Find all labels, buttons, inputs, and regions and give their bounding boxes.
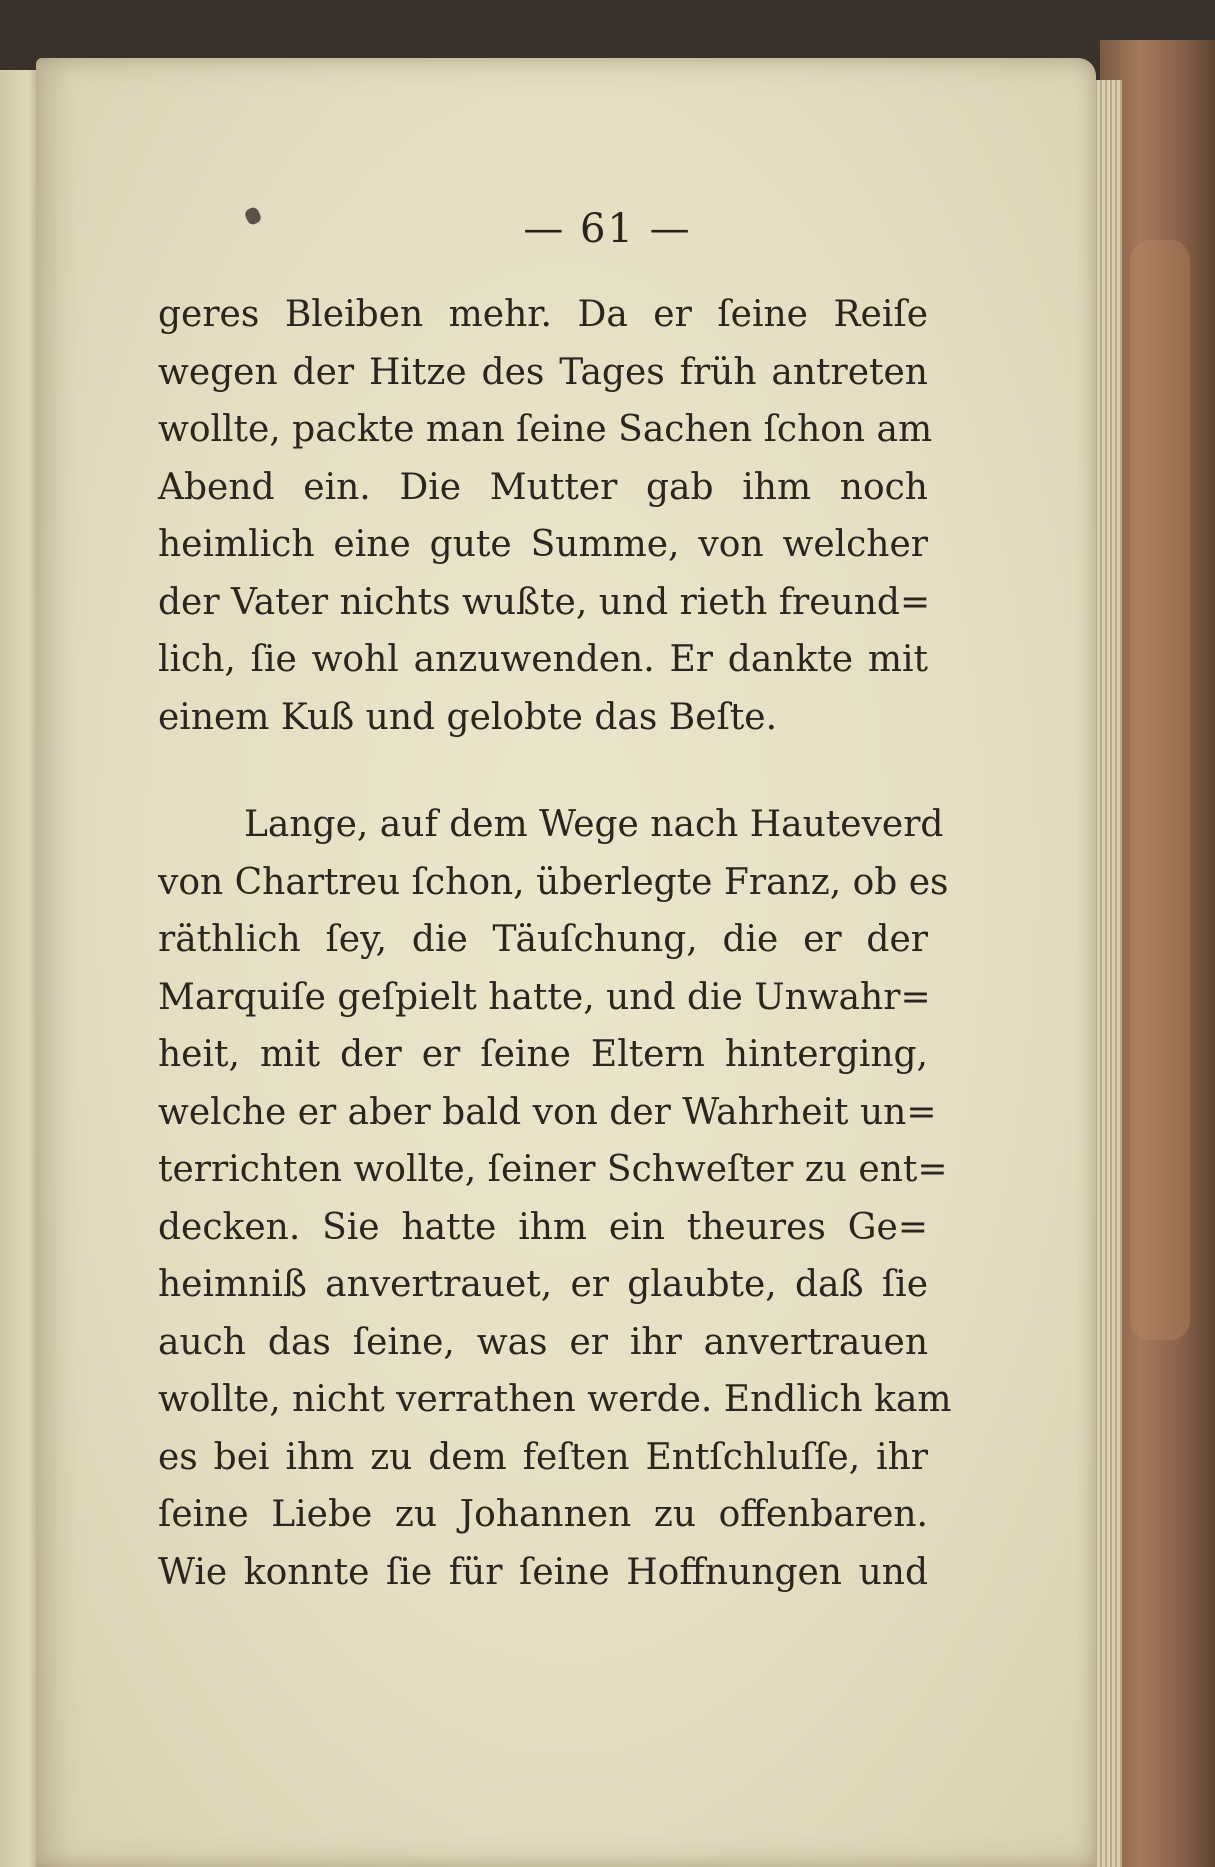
text-line: welche er aber bald von der Wahrheit un= (158, 1091, 937, 1133)
text-line: lich, ſie wohl anzuwenden. Er dankte mit (158, 639, 928, 680)
text-line: wegen der Hitze des Tages früh antreten (158, 351, 928, 393)
text-line: Abend ein. Die Mutter gab ihm noch (158, 466, 928, 508)
paragraph-2 (158, 796, 952, 1601)
text-line: räthlich ſey, die Täuſchung, die er der (158, 919, 928, 960)
text-line: Wie konnte ſie für ſeine Hoffnungen und (158, 1551, 928, 1593)
text-line: Marquiſe geſpielt hatte, und die Unwahr= (158, 976, 931, 1018)
text-line: einem Kuß und gelobte das Beſte. (158, 696, 778, 738)
text-line: geres Bleiben mehr. Da er ſeine Reiſe (158, 294, 928, 335)
paragraph-1 (158, 286, 933, 746)
text-line: Lange, auf dem Wege nach Hauteverd (244, 804, 944, 845)
text-line: wollte, packte man ſeine Sachen ſchon am (158, 409, 933, 450)
text-line: wollte, nicht verrathen werde. Endlich kam (158, 1379, 952, 1420)
text-line: heimlich eine gute Summe, von welcher (158, 524, 928, 565)
text-line: der Vater nichts wußte, und rieth freund= (158, 581, 931, 623)
text-line: terrichten wollte, ſeiner Schweſter zu ent= (158, 1149, 948, 1190)
text-line: decken. Sie hatte ihm ein theures Ge= (158, 1206, 928, 1248)
text-line: ſeine Liebe zu Johannen zu offenbaren. (158, 1494, 928, 1535)
text-line: heimniß anvertrauet, er glaubte, daß ſie (158, 1264, 928, 1305)
text-line: es bei ihm zu dem feſten Entſchluſſe, ihr (158, 1436, 928, 1478)
paragraph-gap (158, 746, 928, 796)
page-text (158, 286, 952, 1601)
text-line: von Chartreu ſchon, überlegte Franz, ob es (158, 861, 949, 903)
text-line: heit, mit der er ſeine Eltern hinterging, (158, 1034, 928, 1075)
page-number: — 61 — (523, 206, 692, 252)
previous-page-edge (0, 70, 40, 1867)
text-line: auch das ſeine, was er ihr anvertrauen (158, 1321, 928, 1363)
